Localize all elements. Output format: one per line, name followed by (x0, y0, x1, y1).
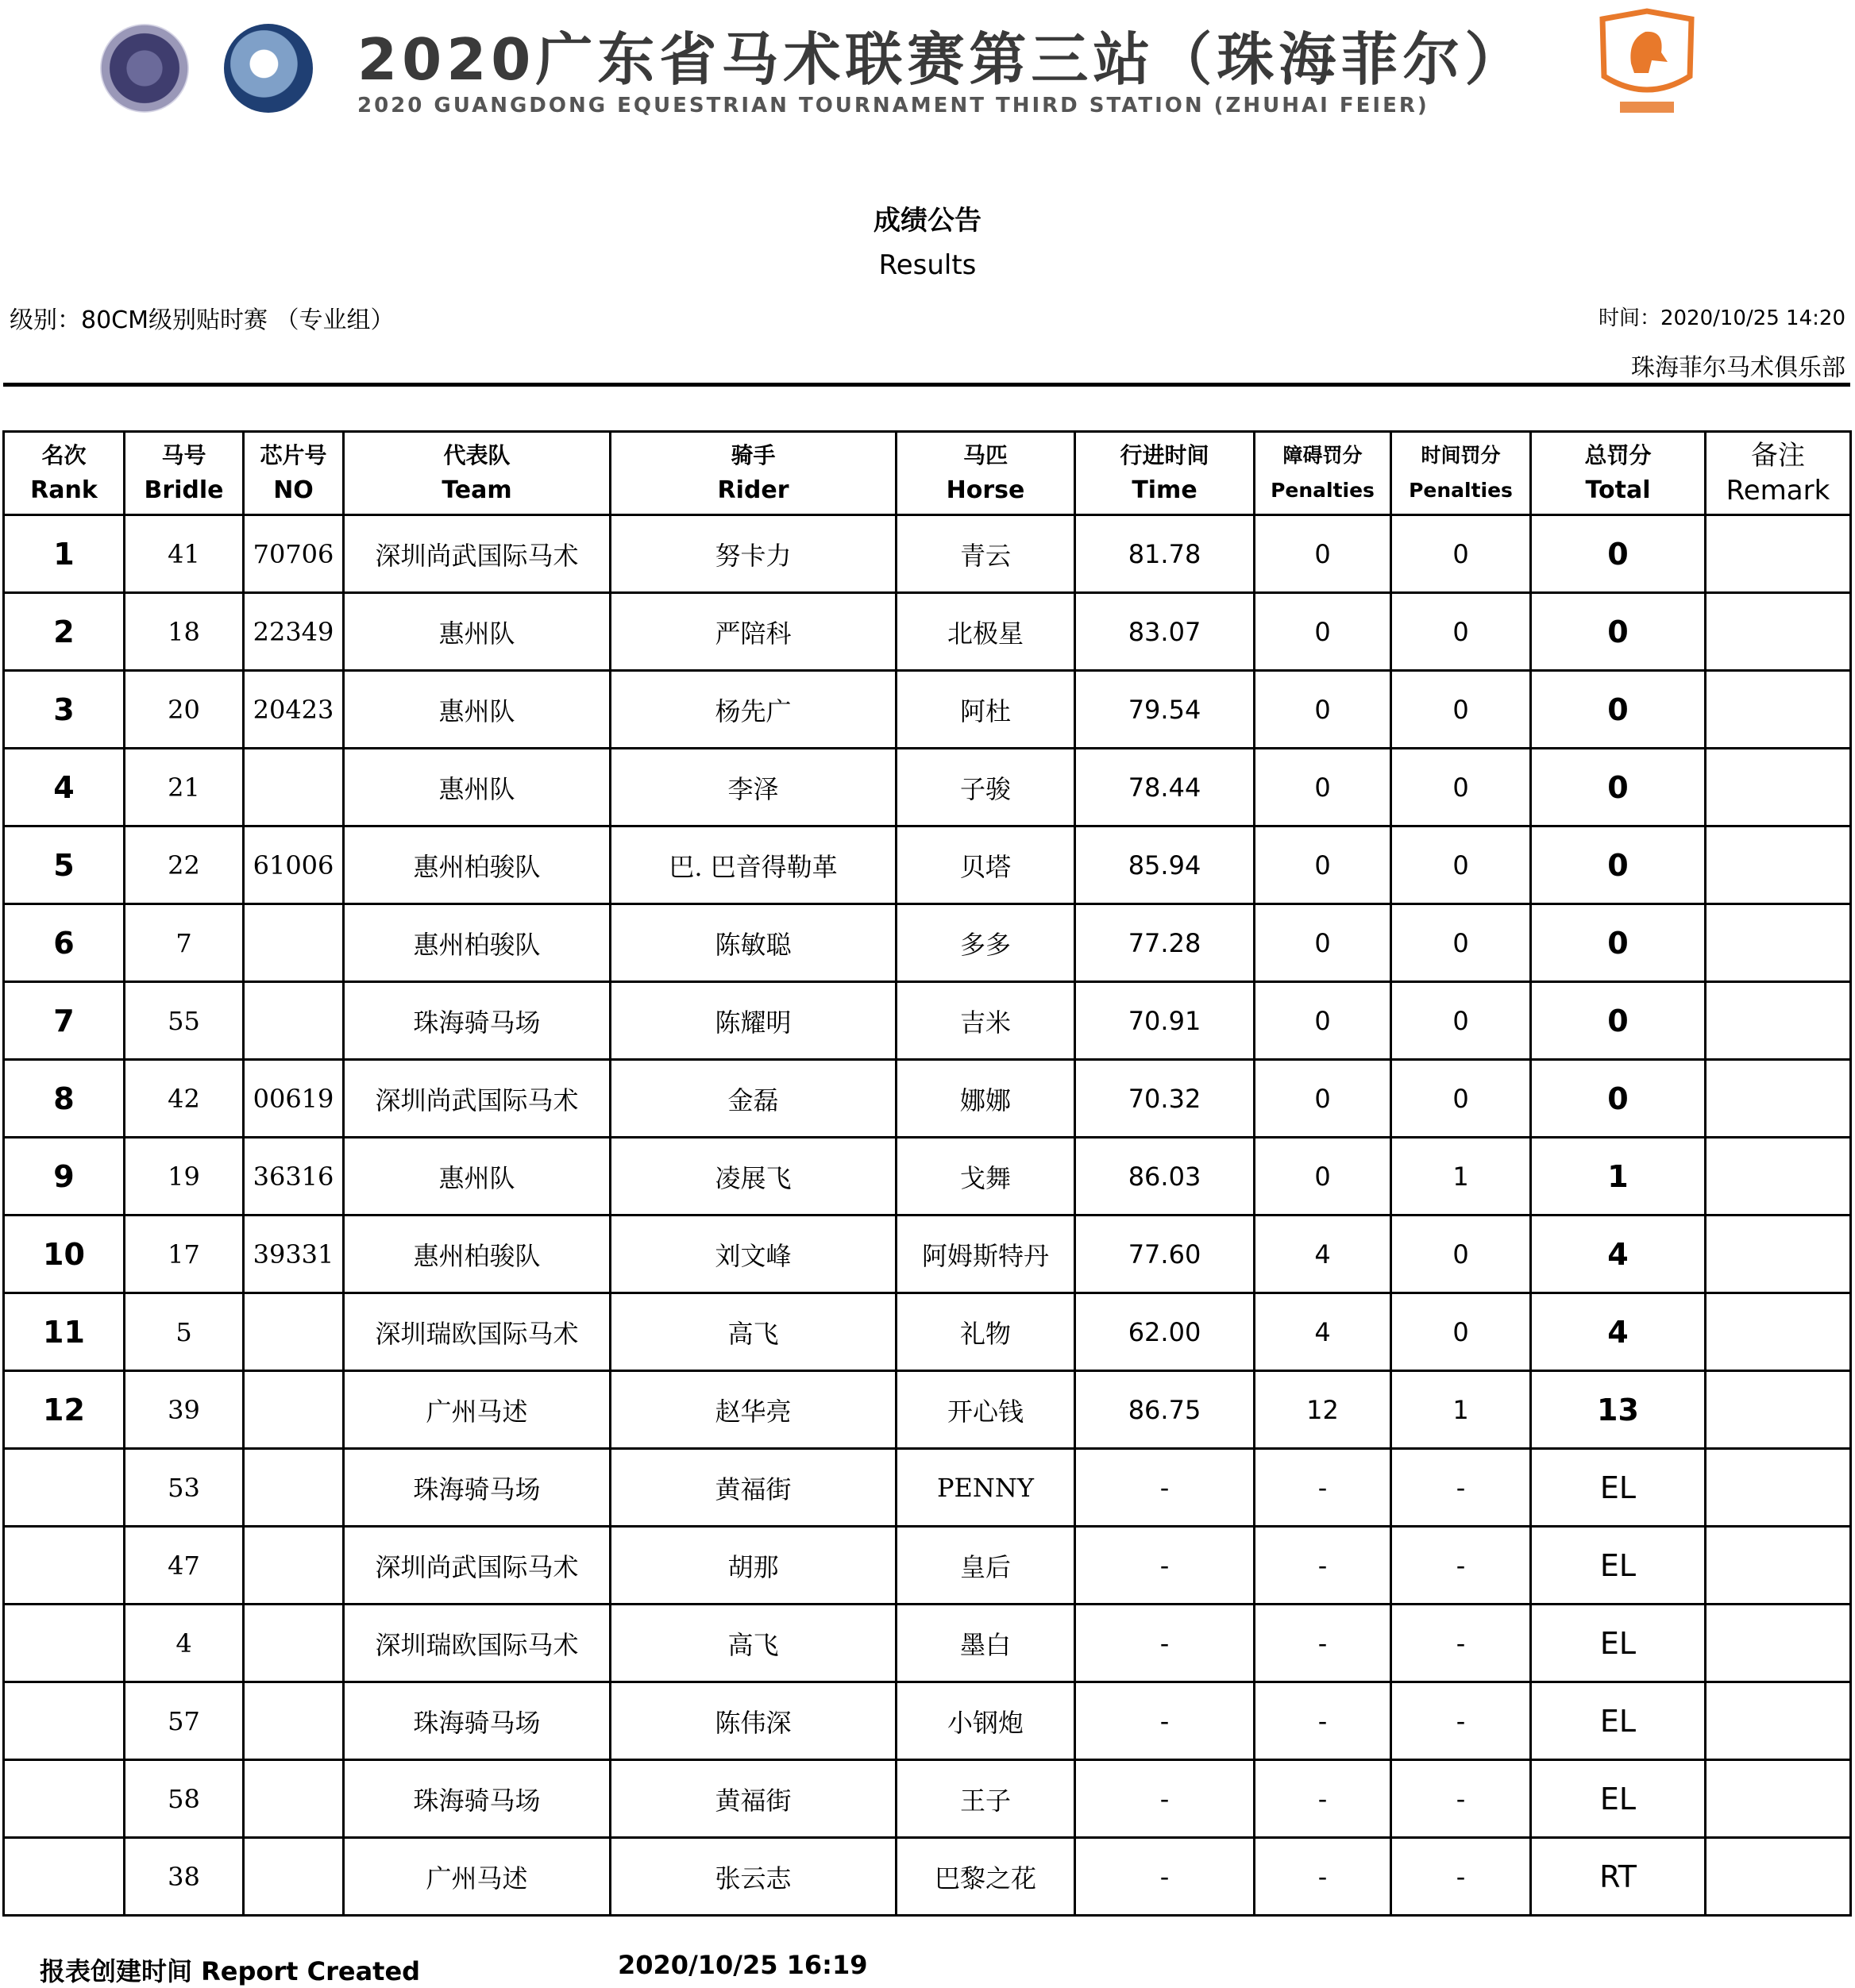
rank-cell (4, 1527, 125, 1605)
chip-cell (244, 1682, 344, 1760)
bridle-cell: 4 (125, 1605, 244, 1682)
obstacle-penalty-cell: 0 (1255, 671, 1391, 749)
rank-cell (4, 1760, 125, 1838)
obstacle-penalty-cell: 4 (1255, 1293, 1391, 1371)
bridle-cell: 18 (125, 593, 244, 671)
time-penalty-cell: 1 (1391, 1371, 1531, 1449)
total-cell: EL (1531, 1527, 1706, 1605)
remark-cell (1706, 1605, 1851, 1682)
bridle-cell: 20 (125, 671, 244, 749)
rider-cell: 陈耀明 (611, 982, 897, 1060)
table-row (4, 1682, 1851, 1760)
event-title-english: 2020 GUANGDONG EQUESTRIAN TOURNAMENT THIRD STATION (ZHUHAI FEIER) (357, 94, 1429, 118)
rider-cell: 胡那 (611, 1527, 897, 1605)
bridle-cell: 17 (125, 1216, 244, 1293)
rider-cell: 高飞 (611, 1605, 897, 1682)
team-cell: 珠海骑马场 (344, 1760, 611, 1838)
chip-cell (244, 1371, 344, 1449)
remark-cell (1706, 1527, 1851, 1605)
remark-cell (1706, 1449, 1851, 1527)
team-cell: 珠海骑马场 (344, 982, 611, 1060)
rider-cell: 陈伟深 (611, 1682, 897, 1760)
team-cell: 深圳尚武国际马术 (344, 1527, 611, 1605)
horse-cell: 墨白 (897, 1605, 1075, 1682)
total-cell: 0 (1531, 982, 1706, 1060)
team-cell: 深圳尚武国际马术 (344, 515, 611, 593)
time-penalty-cell: 0 (1391, 826, 1531, 904)
total-cell: 0 (1531, 593, 1706, 671)
bridle-cell: 7 (125, 904, 244, 982)
time-penalty-cell: 0 (1391, 671, 1531, 749)
team-cell: 惠州队 (344, 749, 611, 826)
time-penalty-cell: - (1391, 1449, 1531, 1527)
bridle-cell: 19 (125, 1138, 244, 1216)
remark-cell (1706, 1216, 1851, 1293)
total-cell: 0 (1531, 904, 1706, 982)
time-cell: 79.54 (1075, 671, 1255, 749)
rider-cell: 努卡力 (611, 515, 897, 593)
table-row (4, 1760, 1851, 1838)
header-time-penalties: 时间罚分 Penalties (1391, 432, 1531, 515)
time-cell: - (1075, 1605, 1255, 1682)
bridle-cell: 58 (125, 1760, 244, 1838)
horse-cell: 礼物 (897, 1293, 1075, 1371)
time-cell: 83.07 (1075, 593, 1255, 671)
rank-cell: 10 (4, 1216, 125, 1293)
total-cell: EL (1531, 1760, 1706, 1838)
remark-cell (1706, 1293, 1851, 1371)
time-cell: 85.94 (1075, 826, 1255, 904)
team-cell: 惠州队 (344, 671, 611, 749)
rider-cell: 金磊 (611, 1060, 897, 1138)
horse-cell: 娜娜 (897, 1060, 1075, 1138)
event-title: 2020广东省马术联赛第三站（珠海菲尔） (357, 26, 1527, 93)
time-penalty-cell: 0 (1391, 749, 1531, 826)
rank-cell: 1 (4, 515, 125, 593)
header-team: 代表队 Team (344, 432, 611, 515)
report-created-label: 报表创建时间 Report Created (40, 1956, 421, 1986)
obstacle-penalty-cell: 0 (1255, 593, 1391, 671)
total-cell: EL (1531, 1449, 1706, 1527)
horse-cell: 阿姆斯特丹 (897, 1216, 1075, 1293)
time-cell: - (1075, 1527, 1255, 1605)
bridle-cell: 55 (125, 982, 244, 1060)
header-obstacle-penalties: 障碍罚分 Penalties (1255, 432, 1391, 515)
rider-cell: 张云志 (611, 1838, 897, 1916)
chip-cell (244, 749, 344, 826)
chip-cell (244, 1760, 344, 1838)
time-cell: - (1075, 1760, 1255, 1838)
time-penalty-cell: 0 (1391, 982, 1531, 1060)
rider-cell: 陈敏聪 (611, 904, 897, 982)
report-created-date: 2020/10/25 16:19 (618, 1950, 868, 1980)
table-row (4, 904, 1851, 982)
chip-cell (244, 1605, 344, 1682)
bridle-cell: 41 (125, 515, 244, 593)
time-cell: 81.78 (1075, 515, 1255, 593)
table-row (4, 515, 1851, 593)
remark-cell (1706, 1138, 1851, 1216)
rider-cell: 黄福街 (611, 1449, 897, 1527)
total-cell: 0 (1531, 1060, 1706, 1138)
table-row (4, 1060, 1851, 1138)
chip-cell (244, 1449, 344, 1527)
obstacle-penalty-cell: 0 (1255, 826, 1391, 904)
table-row (4, 1216, 1851, 1293)
feier-club-emblem-icon (1596, 8, 1698, 125)
time-penalty-cell: - (1391, 1605, 1531, 1682)
time-cell: 62.00 (1075, 1293, 1255, 1371)
table-row (4, 1605, 1851, 1682)
team-cell: 广州马述 (344, 1838, 611, 1916)
horse-cell: 多多 (897, 904, 1075, 982)
total-cell: EL (1531, 1682, 1706, 1760)
time-cell: 86.75 (1075, 1371, 1255, 1449)
time-penalty-cell: 0 (1391, 1216, 1531, 1293)
header-rank: 名次 Rank (4, 432, 125, 515)
bridle-cell: 57 (125, 1682, 244, 1760)
chip-cell (244, 904, 344, 982)
total-cell: RT (1531, 1838, 1706, 1916)
horse-cell: 贝塔 (897, 826, 1075, 904)
team-cell: 惠州队 (344, 1138, 611, 1216)
rank-cell: 8 (4, 1060, 125, 1138)
total-cell: 0 (1531, 671, 1706, 749)
table-row (4, 593, 1851, 671)
chip-cell: 22349 (244, 593, 344, 671)
rank-cell: 5 (4, 826, 125, 904)
team-cell: 惠州柏骏队 (344, 904, 611, 982)
bridle-cell: 22 (125, 826, 244, 904)
team-cell: 深圳瑞欧国际马术 (344, 1605, 611, 1682)
remark-cell (1706, 1682, 1851, 1760)
table-row (4, 1449, 1851, 1527)
horse-cell: 阿杜 (897, 671, 1075, 749)
time-cell: 77.60 (1075, 1216, 1255, 1293)
header-bridle: 马号 Bridle (125, 432, 244, 515)
horse-cell: 吉米 (897, 982, 1075, 1060)
obstacle-penalty-cell: 0 (1255, 982, 1391, 1060)
table-row (4, 1527, 1851, 1605)
rider-cell: 严陪科 (611, 593, 897, 671)
obstacle-penalty-cell: - (1255, 1527, 1391, 1605)
total-cell: EL (1531, 1605, 1706, 1682)
time-penalty-cell: - (1391, 1760, 1531, 1838)
remark-cell (1706, 1838, 1851, 1916)
organizer-label: 珠海菲尔马术俱乐部 (1631, 354, 1845, 382)
table-header-row (4, 432, 1851, 515)
time-cell: 78.44 (1075, 749, 1255, 826)
team-cell: 惠州柏骏队 (344, 826, 611, 904)
header-chip: 芯片号 NO (244, 432, 344, 515)
bridle-cell: 21 (125, 749, 244, 826)
chip-cell (244, 982, 344, 1060)
remark-cell (1706, 593, 1851, 671)
total-cell: 0 (1531, 749, 1706, 826)
header-time: 行进时间 Time (1075, 432, 1255, 515)
total-cell: 0 (1531, 826, 1706, 904)
rank-cell: 4 (4, 749, 125, 826)
chip-cell: 36316 (244, 1138, 344, 1216)
obstacle-penalty-cell: 12 (1255, 1371, 1391, 1449)
remark-cell (1706, 826, 1851, 904)
time-cell: - (1075, 1838, 1255, 1916)
time-penalty-cell: 0 (1391, 593, 1531, 671)
bridle-cell: 39 (125, 1371, 244, 1449)
table-row (4, 1838, 1851, 1916)
league-emblem-icon (224, 24, 313, 113)
header-rider: 骑手 Rider (611, 432, 897, 515)
obstacle-penalty-cell: - (1255, 1449, 1391, 1527)
team-cell: 珠海骑马场 (344, 1682, 611, 1760)
total-cell: 4 (1531, 1293, 1706, 1371)
chip-cell: 00619 (244, 1060, 344, 1138)
total-cell: 13 (1531, 1371, 1706, 1449)
rank-cell (4, 1838, 125, 1916)
team-cell: 惠州队 (344, 593, 611, 671)
obstacle-penalty-cell: 0 (1255, 1138, 1391, 1216)
total-cell: 4 (1531, 1216, 1706, 1293)
bridle-cell: 5 (125, 1293, 244, 1371)
horse-cell: PENNY (897, 1449, 1075, 1527)
remark-cell (1706, 1371, 1851, 1449)
remark-cell (1706, 671, 1851, 749)
table-row (4, 826, 1851, 904)
horse-cell: 北极星 (897, 593, 1075, 671)
time-penalty-cell: 0 (1391, 1293, 1531, 1371)
remark-cell (1706, 904, 1851, 982)
total-cell: 1 (1531, 1138, 1706, 1216)
bridle-cell: 38 (125, 1838, 244, 1916)
horse-cell: 王子 (897, 1760, 1075, 1838)
table-row (4, 749, 1851, 826)
table-row (4, 1293, 1851, 1371)
obstacle-penalty-cell: 0 (1255, 904, 1391, 982)
remark-cell (1706, 1060, 1851, 1138)
obstacle-penalty-cell: - (1255, 1760, 1391, 1838)
horse-cell: 皇后 (897, 1527, 1075, 1605)
rank-cell: 6 (4, 904, 125, 982)
horse-cell: 青云 (897, 515, 1075, 593)
rider-cell: 巴. 巴音得勒革 (611, 826, 897, 904)
time-cell: - (1075, 1682, 1255, 1760)
rank-cell: 3 (4, 671, 125, 749)
time-cell: 77.28 (1075, 904, 1255, 982)
rank-cell: 2 (4, 593, 125, 671)
obstacle-penalty-cell: - (1255, 1838, 1391, 1916)
horse-cell: 子骏 (897, 749, 1075, 826)
time-penalty-cell: 0 (1391, 904, 1531, 982)
remark-cell (1706, 515, 1851, 593)
chip-cell (244, 1293, 344, 1371)
horse-cell: 巴黎之花 (897, 1838, 1075, 1916)
rider-cell: 黄福街 (611, 1760, 897, 1838)
rider-cell: 赵华亮 (611, 1371, 897, 1449)
chip-cell: 61006 (244, 826, 344, 904)
rank-cell: 11 (4, 1293, 125, 1371)
association-emblem-icon (100, 24, 189, 113)
bridle-cell: 47 (125, 1527, 244, 1605)
bridle-cell: 42 (125, 1060, 244, 1138)
rider-cell: 李泽 (611, 749, 897, 826)
team-cell: 深圳瑞欧国际马术 (344, 1293, 611, 1371)
remark-cell (1706, 749, 1851, 826)
bridle-cell: 53 (125, 1449, 244, 1527)
rank-cell (4, 1449, 125, 1527)
time-label: 时间：2020/10/25 14:20 (1598, 306, 1845, 330)
obstacle-penalty-cell: 0 (1255, 1060, 1391, 1138)
table-row (4, 1371, 1851, 1449)
table-row (4, 1138, 1851, 1216)
time-penalty-cell: 0 (1391, 1060, 1531, 1138)
rank-cell (4, 1605, 125, 1682)
header-total: 总罚分 Total (1531, 432, 1706, 515)
remark-cell (1706, 982, 1851, 1060)
time-penalty-cell: - (1391, 1682, 1531, 1760)
obstacle-penalty-cell: - (1255, 1682, 1391, 1760)
time-cell: - (1075, 1449, 1255, 1527)
time-cell: 70.32 (1075, 1060, 1255, 1138)
obstacle-penalty-cell: 0 (1255, 749, 1391, 826)
table-row (4, 671, 1851, 749)
chip-cell (244, 1838, 344, 1916)
team-cell: 惠州柏骏队 (344, 1216, 611, 1293)
obstacle-penalty-cell: - (1255, 1605, 1391, 1682)
rider-cell: 杨先广 (611, 671, 897, 749)
time-penalty-cell: - (1391, 1838, 1531, 1916)
time-cell: 70.91 (1075, 982, 1255, 1060)
chip-cell: 70706 (244, 515, 344, 593)
header-horse: 马匹 Horse (897, 432, 1075, 515)
table-row (4, 982, 1851, 1060)
results-table (2, 430, 1852, 1917)
report-subtitle: Results (878, 249, 977, 281)
report-title: 成绩公告 (874, 205, 981, 237)
remark-cell (1706, 1760, 1851, 1838)
horse-cell: 戈舞 (897, 1138, 1075, 1216)
chip-cell (244, 1527, 344, 1605)
obstacle-penalty-cell: 4 (1255, 1216, 1391, 1293)
rider-cell: 凌展飞 (611, 1138, 897, 1216)
chip-cell: 20423 (244, 671, 344, 749)
obstacle-penalty-cell: 0 (1255, 515, 1391, 593)
total-cell: 0 (1531, 515, 1706, 593)
rank-cell: 12 (4, 1371, 125, 1449)
time-penalty-cell: - (1391, 1527, 1531, 1605)
rank-cell: 9 (4, 1138, 125, 1216)
rider-cell: 刘文峰 (611, 1216, 897, 1293)
team-cell: 珠海骑马场 (344, 1449, 611, 1527)
team-cell: 深圳尚武国际马术 (344, 1060, 611, 1138)
header-remark: 备注 Remark (1706, 432, 1851, 515)
chip-cell: 39331 (244, 1216, 344, 1293)
horse-cell: 开心钱 (897, 1371, 1075, 1449)
header-divider (3, 383, 1850, 387)
team-cell: 广州马述 (344, 1371, 611, 1449)
time-penalty-cell: 0 (1391, 515, 1531, 593)
time-cell: 86.03 (1075, 1138, 1255, 1216)
time-penalty-cell: 1 (1391, 1138, 1531, 1216)
rank-cell (4, 1682, 125, 1760)
rider-cell: 高飞 (611, 1293, 897, 1371)
horse-cell: 小钢炮 (897, 1682, 1075, 1760)
rank-cell: 7 (4, 982, 125, 1060)
class-label: 级别：80CM级别贴时赛 （专业组） (10, 306, 395, 334)
